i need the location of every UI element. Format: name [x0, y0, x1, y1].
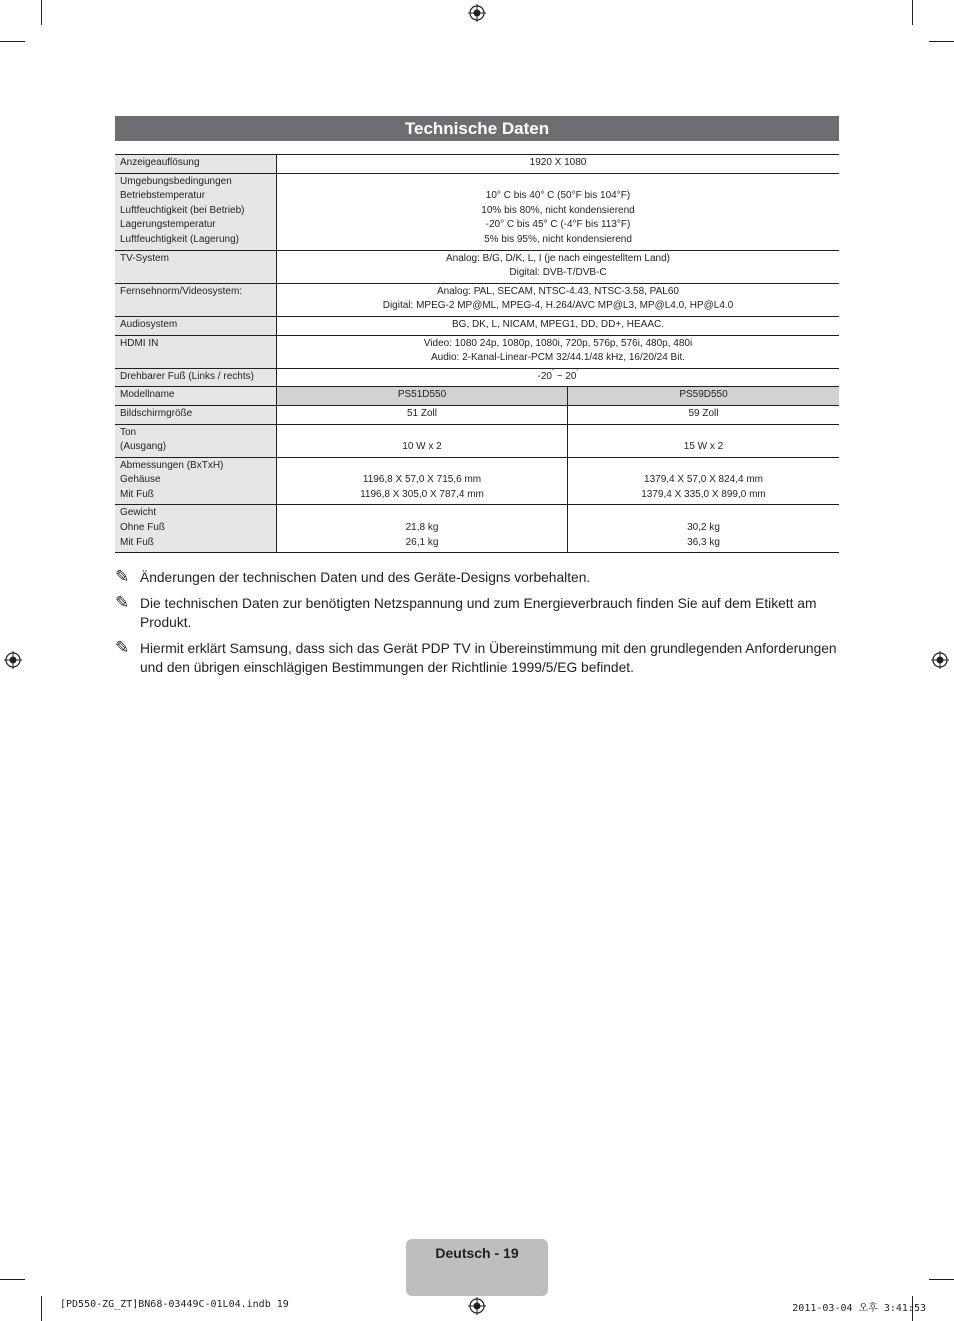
row-value-a: 10 W x 2 — [277, 424, 568, 457]
section-title: Technische Daten — [115, 116, 839, 141]
value-line: 10° C bis 40° C (50°F bis 104°F) — [485, 190, 631, 202]
table-row — [115, 424, 839, 457]
pencil-note-icon: ✎ — [115, 593, 130, 612]
value-line: 5% bis 95%, nicht kondensierend — [484, 233, 632, 245]
row-label — [115, 173, 277, 250]
row-value-a — [277, 457, 568, 505]
crop-mark — [929, 41, 954, 42]
label-line: (Ausgang) — [120, 441, 167, 453]
value-line: 1379,4 X 335,0 X 899,0 mm — [641, 488, 766, 500]
table-row — [115, 173, 839, 250]
value-line: 21,8 kg — [405, 522, 439, 534]
value-line: 1196,8 X 57,0 X 715,6 mm — [362, 474, 482, 486]
label-line: Lagerungstemperatur — [120, 219, 216, 231]
row-label: Anzeigeauflösung — [115, 155, 277, 174]
row-value-b — [568, 505, 840, 553]
crop-mark — [41, 0, 42, 25]
row-value — [277, 368, 840, 387]
footer-file: [PD550-ZG_ZT]BN68-03449C-01L04.indb 19 — [60, 1299, 289, 1310]
note-text: Änderungen der technischen Daten und des Geräte-Designs vorbehalten. — [140, 570, 591, 585]
crop-mark — [0, 41, 25, 42]
pencil-note-icon: ✎ — [115, 567, 130, 586]
pencil-note-icon: ✎ — [115, 638, 130, 657]
degree-mark: ˚ — [551, 369, 554, 376]
label-line: Ohne Fuß — [120, 522, 166, 534]
page-number: Deutsch - 19 — [435, 1245, 519, 1261]
value-line: 26,1 kg — [405, 536, 439, 548]
table-row — [115, 283, 839, 316]
degree-mark: ˚ — [576, 369, 579, 376]
label-line: Betriebstemperatur — [120, 190, 206, 202]
row-label: Drehbarer Fuß (Links / rechts) — [115, 368, 277, 387]
registration-mark-icon — [931, 651, 949, 669]
row-label: HDMI IN — [115, 335, 277, 368]
footer-date: 2011-03-04 오후 3:41:53 — [792, 1303, 926, 1314]
model-a: PS51D550 — [277, 387, 568, 406]
label-line: Mit Fuß — [120, 536, 154, 548]
row-label: Audiosystem — [115, 316, 277, 335]
value-line: 10% bis 80%, nicht kondensierend — [481, 204, 635, 216]
label-line: Mit Fuß — [120, 488, 154, 500]
label-line: Gehäuse — [120, 474, 161, 486]
table-row — [115, 387, 839, 406]
table-row — [115, 368, 839, 387]
row-value-b: 15 W x 2 — [568, 424, 840, 457]
value-line: 1196,8 X 305,0 X 787,4 mm — [360, 488, 484, 500]
table-row — [115, 316, 839, 335]
crop-mark — [41, 1296, 42, 1321]
row-value-b — [568, 457, 840, 505]
label-line: Abmessungen (BxTxH) — [120, 459, 224, 471]
value-part: ~ 20 — [553, 370, 577, 382]
table-row — [115, 155, 839, 174]
row-value — [277, 173, 840, 250]
registration-mark-icon — [468, 4, 486, 22]
crop-mark — [912, 0, 913, 25]
value-line: -20° C bis 45° C (-4°F bis 113°F) — [485, 219, 631, 231]
value-line: Digital: DVB-T/DVB-C — [509, 267, 607, 279]
value-part: -20 — [537, 370, 552, 382]
value-line: Video: 1080 24p, 1080p, 1080i, 720p, 576p, 576i, 480p, 480i — [423, 337, 693, 349]
spec-table — [115, 154, 839, 553]
row-label — [115, 457, 277, 505]
value-line: Analog: B/G, D/K, L, I (je nach eingestelltem Land) — [445, 252, 670, 264]
note-text: Hiermit erklärt Samsung, dass sich das Gerät PDP TV in Übereinstimmung mit den grundlegenden Anforderungen und den übrigen einschlägigen Bestimmungen der Richtlinie 1999/5/EG befindet. — [140, 641, 837, 675]
row-label: Fernsehnorm/Videosystem: — [115, 283, 277, 316]
registration-mark-icon — [468, 1297, 486, 1315]
label-line: Gewicht — [120, 507, 157, 519]
table-row — [115, 505, 839, 553]
note-text: Die technischen Daten zur benötigten Netzspannung und zum Energieverbrauch finden Sie auf dem Etikett am Produkt. — [140, 596, 817, 630]
table-row — [115, 405, 839, 424]
value-line: Audio: 2-Kanal-Linear-PCM 32/44.1/48 kHz, 16/20/24 Bit. — [430, 352, 686, 364]
row-value: BG, DK, L, NICAM, MPEG1, DD, DD+, HEAAC. — [277, 316, 840, 335]
value-line: 1379,4 X 57,0 X 824,4 mm — [644, 474, 763, 486]
table-row — [115, 335, 839, 368]
note-item — [115, 639, 843, 677]
crop-mark — [929, 1279, 954, 1280]
row-label — [115, 505, 277, 553]
label-line: Luftfeuchtigkeit (bei Betrieb) — [120, 204, 245, 216]
row-value — [277, 335, 840, 368]
row-label: Modellname — [115, 387, 277, 406]
note-item — [115, 594, 843, 632]
row-value-b: 59 Zoll — [568, 405, 840, 424]
row-label: TV-System — [115, 250, 277, 283]
notes-list — [115, 568, 843, 684]
row-value-a — [277, 505, 568, 553]
value-line: 36,3 kg — [687, 536, 720, 548]
registration-mark-icon — [4, 651, 22, 669]
value-line: 30,2 kg — [687, 522, 720, 534]
model-b: PS59D550 — [568, 387, 840, 406]
table-row — [115, 250, 839, 283]
crop-mark — [0, 1279, 25, 1280]
value-line: Digital: MPEG-2 MP@ML, MPEG-4, H.264/AVC MP@L3, MP@L4.0, HP@L4.0 — [382, 300, 734, 312]
label-line: Umgebungsbedingungen — [120, 175, 232, 187]
row-value — [277, 283, 840, 316]
row-label — [115, 424, 277, 457]
row-value — [277, 250, 840, 283]
label-line: Luftfeuchtigkeit (Lagerung) — [120, 233, 239, 245]
row-value: 1920 X 1080 — [277, 155, 840, 174]
row-value-a: 51 Zoll — [277, 405, 568, 424]
row-label: Bildschirmgröße — [115, 405, 277, 424]
label-line: Ton — [120, 426, 137, 438]
note-item — [115, 568, 843, 587]
table-row — [115, 457, 839, 505]
value-line: Analog: PAL, SECAM, NTSC-4.43, NTSC-3.58, PAL60 — [437, 285, 679, 297]
